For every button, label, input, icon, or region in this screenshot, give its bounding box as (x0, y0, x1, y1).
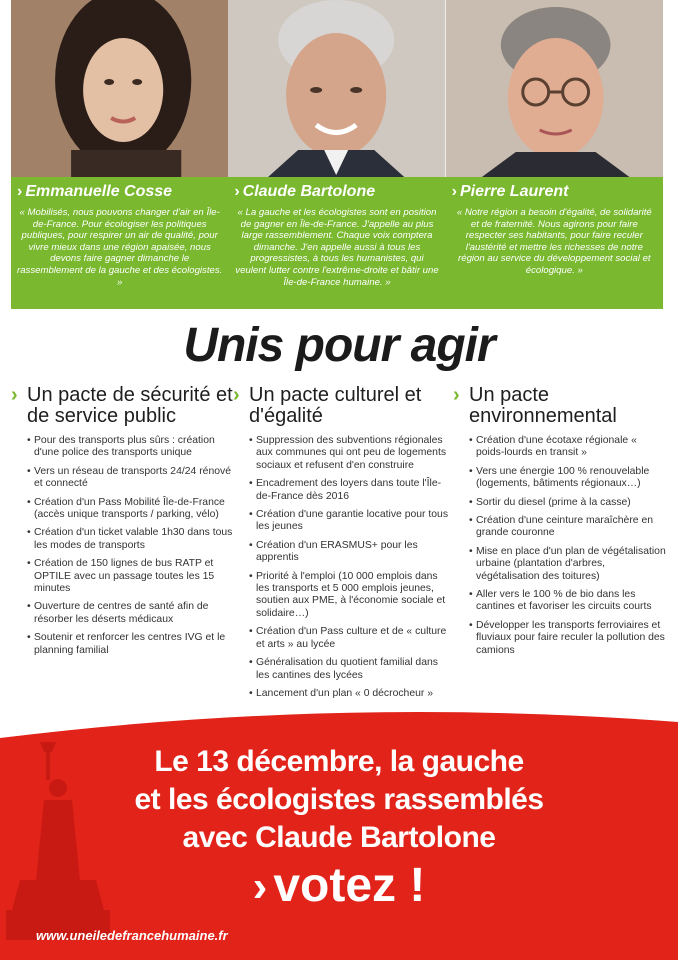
vote-call: › votez ! (252, 859, 426, 912)
candidate-quote: « La gauche et les écologistes sont en position de gagner en Île-de-France. J'appelle au plus large rassemblement. Chaque voix comptera dimanche. J'en appelle aussi à tous les progressistes, à tous les humanistes, qui veulent lutter contre l'extrême-droite et bâtir une Île-de-France humaine. » (235, 207, 439, 288)
candidate-name: › Pierre Laurent (451, 183, 569, 200)
candidate-quote: « Notre région a besoin d'égalité, de solidarité et de fraternité. Nous agirons pour faire respecter ses habitants, pour faire reculer l'austérité et mettre les richesses de notre région au service du développement social et écologique. » (456, 207, 652, 276)
chevron-right-icon: › (233, 384, 240, 406)
pact-environment (453, 385, 668, 730)
photo-claude-bartolone (228, 0, 445, 177)
list-item: • Création d'un ticket valable 1h30 dans tous les modes de transports (27, 527, 233, 552)
headline: Unis pour agir (183, 319, 495, 372)
candidate-name: › Claude Bartolone (234, 183, 376, 200)
candidate-2 (228, 177, 445, 309)
pact-title: › Un pacte de sécurité et de service public (11, 384, 233, 427)
list-item: • Création d'un Pass Mobilité Île-de-France (accès unique transports / parking, vélo) (27, 497, 233, 522)
list-item: • Création d'un ERASMUS+ pour les apprentis (249, 540, 453, 565)
banner-line-3: avec Claude Bartolone (182, 821, 496, 854)
list-item: • Création de 150 lignes de bus RATP et OPTILE avec un passage toutes les 15 minutes (27, 558, 233, 595)
list-item: • Suppression des subventions régionales aux communes qui ont peu de logements sociaux et refusent d'en construire (249, 435, 453, 472)
list-item: • Sortir du diesel (prime à la casse) (469, 497, 668, 509)
banner-message (0, 743, 678, 857)
list-item: • Pour des transports plus sûrs : création d'une police des transports unique (27, 435, 233, 460)
list-item: • Aller vers le 100 % de bio dans les cantines et favoriser les circuits courts (469, 589, 668, 614)
chevron-right-icon: › (234, 183, 240, 200)
pacts-section (11, 385, 668, 730)
website-link[interactable]: www.uneiledefrancehumaine.fr (36, 928, 228, 943)
list-item: • Généralisation du quotient familial dans les cantines des lycées (249, 657, 453, 682)
pact-title: › Un pacte environnemental (453, 384, 617, 427)
list-item: • Vers une énergie 100 % renouvelable (logements, bâtiments régionaux…) (469, 466, 668, 491)
pact-culture (233, 385, 453, 730)
list-item: • Développer les transports ferroviaires et fluviaux pour faire reculer la pollution des camions (469, 620, 668, 657)
banner-line-1: Le 13 décembre, la gauche (154, 745, 524, 778)
list-item: • Vers un réseau de transports 24/24 rénové et connecté (27, 466, 233, 491)
chevron-right-icon: › (11, 384, 18, 406)
pact-list (11, 435, 233, 657)
candidate-3 (446, 177, 663, 309)
photo-emmanuelle-cosse (11, 0, 228, 177)
candidate-photos (11, 0, 663, 177)
pact-title: › Un pacte culturel et d'égalité (233, 384, 422, 427)
quotes-band (11, 177, 663, 309)
pact-list (453, 435, 668, 657)
list-item: • Création d'un Pass culture et de « culture et arts » au lycée (249, 626, 453, 651)
chevron-right-icon: › (451, 183, 457, 200)
pact-security (11, 385, 233, 730)
chevron-right-icon: › (252, 862, 268, 911)
list-item: • Mise en place d'un plan de végétalisation urbaine (plantation d'arbres, végétalisation des toitures) (469, 546, 668, 583)
list-item: • Encadrement des loyers dans toute l'Île-de-France dès 2016 (249, 478, 453, 503)
chevron-right-icon: › (453, 384, 460, 406)
list-item: • Création d'une garantie locative pour tous les jeunes (249, 509, 453, 534)
list-item: • Ouverture de centres de santé afin de résorber les déserts médicaux (27, 601, 233, 626)
candidate-name: › Emmanuelle Cosse (17, 183, 173, 200)
list-item: • Lancement d'un plan « 0 décrocheur » (249, 688, 453, 700)
photo-pierre-laurent (446, 0, 663, 177)
list-item: • Création d'une écotaxe régionale « poids-lourds en transit » (469, 435, 668, 460)
list-item: • Création d'une ceinture maraîchère en grande couronne (469, 515, 668, 540)
list-item: • Soutenir et renforcer les centres IVG et le planning familial (27, 632, 233, 657)
candidate-quote: « Mobilisés, nous pouvons changer d'air en Île-de-France. Pour écologiser les politiques publiques, pour respirer un air de qualité, pour vivre mieux dans une région apaisée, nous devons faire gagner dimanche le rassemblement de la gauche et des écologistes. » (17, 207, 223, 288)
pact-list (233, 435, 453, 700)
banner-line-2: et les écologistes rassemblés (134, 783, 544, 816)
chevron-right-icon: › (17, 183, 23, 200)
list-item: • Priorité à l'emploi (10 000 emplois dans les transports et 5 000 emplois jeunes, soutien aux PME, à l'économie sociale et solidaire…) (249, 571, 453, 621)
candidate-1 (11, 177, 228, 309)
